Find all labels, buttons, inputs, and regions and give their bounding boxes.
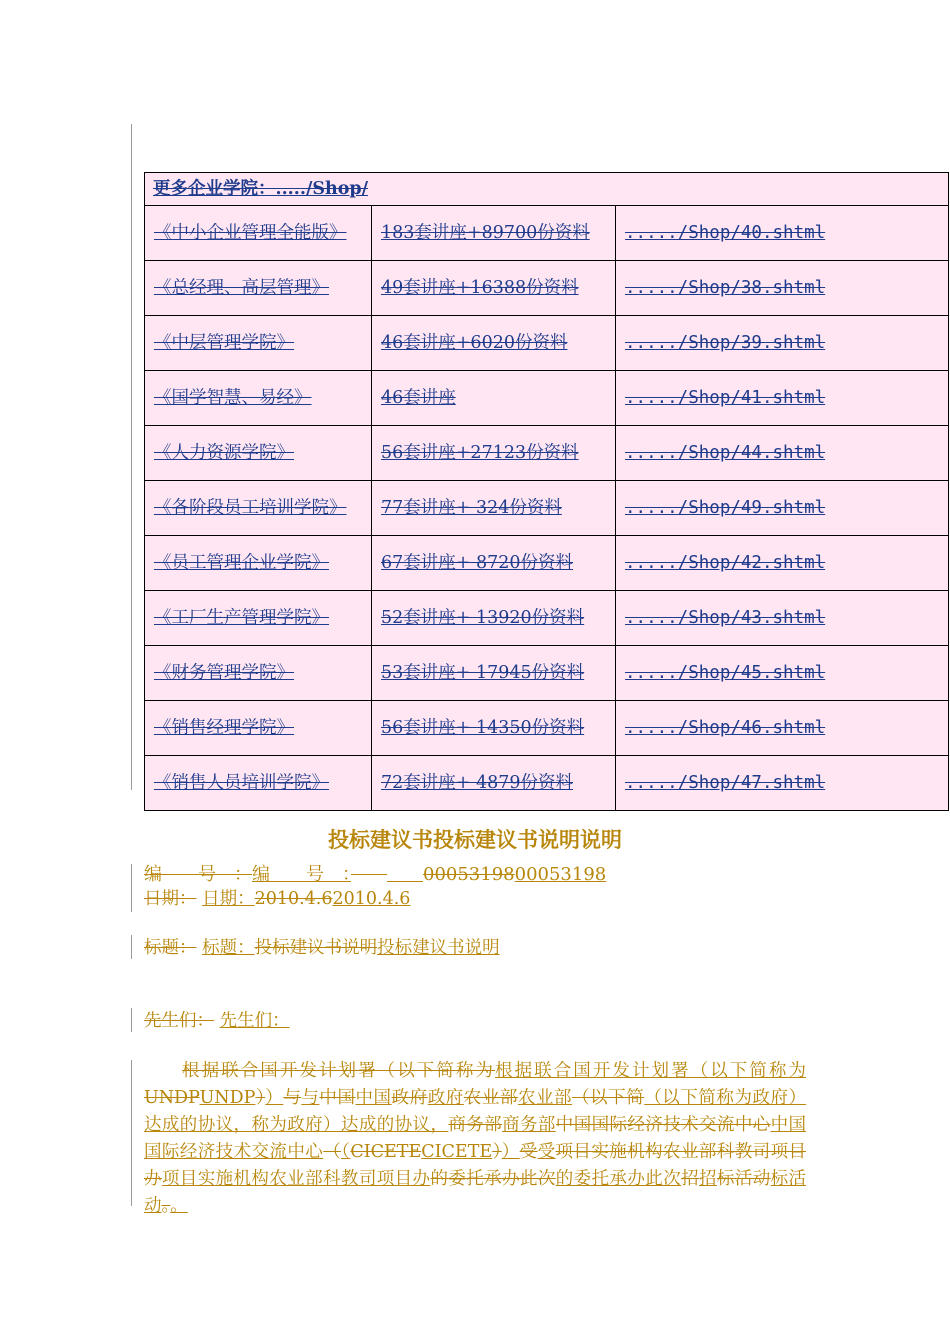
course-desc-link-text: 77套讲座+ 324份资料 bbox=[381, 498, 562, 518]
course-table bbox=[144, 172, 949, 811]
course-url-link-text: ...../Shop/44.shtml bbox=[625, 443, 826, 463]
number-line bbox=[144, 861, 806, 888]
inserted-text: （以下简称为政府）达成的协议，称为政府）达成的协议， bbox=[144, 1088, 807, 1135]
deleted-text: ） bbox=[255, 1088, 266, 1108]
course-name-link[interactable] bbox=[145, 426, 372, 481]
course-name-link[interactable] bbox=[145, 261, 372, 316]
inserted-text: （ bbox=[341, 1142, 351, 1162]
course-url-link-text: ...../Shop/49.shtml bbox=[625, 498, 826, 518]
course-desc-link[interactable] bbox=[372, 701, 616, 756]
table-row bbox=[145, 316, 949, 371]
course-url-link-text: ...../Shop/46.shtml bbox=[625, 718, 826, 738]
inserted-text: 中国国际经济技术交流中心 bbox=[144, 1115, 807, 1162]
inserted-text: CICETE bbox=[421, 1142, 493, 1162]
table-row bbox=[145, 261, 949, 316]
change-bar bbox=[131, 1008, 132, 1032]
course-name-link-text: 《总经理、高层管理》 bbox=[154, 278, 329, 298]
inserted-text: 商务部 bbox=[502, 1115, 556, 1135]
course-desc-link-text: 52套讲座+ 13920份资料 bbox=[381, 608, 585, 628]
table-row bbox=[145, 591, 949, 646]
table-header[interactable]: 更多企业学院：...../Shop/ bbox=[145, 173, 949, 206]
course-url-link[interactable] bbox=[616, 591, 949, 646]
course-url-link-text: ...../Shop/43.shtml bbox=[625, 608, 826, 628]
inserted-text: ） bbox=[265, 1088, 284, 1108]
number-value-inserted: 00053198 bbox=[514, 864, 607, 885]
course-name-link[interactable] bbox=[145, 481, 372, 536]
subject-value-deleted: 投标建议书说明 bbox=[254, 938, 378, 958]
course-url-link-text: ...../Shop/42.shtml bbox=[625, 553, 826, 573]
inserted-text: 。 bbox=[170, 1196, 188, 1216]
document-title: 投标建议书投标建议书说明说明 bbox=[328, 827, 622, 852]
deleted-text: 受 bbox=[519, 1142, 538, 1162]
change-bar bbox=[131, 1060, 132, 1206]
inserted-text: 标活动 bbox=[144, 1169, 807, 1216]
course-desc-link-text: 72套讲座+ 4879份资料 bbox=[381, 773, 574, 793]
course-name-link-text: 《工厂生产管理学院》 bbox=[154, 608, 329, 628]
course-url-link[interactable] bbox=[616, 261, 949, 316]
date-value-deleted: 2010.4.6 bbox=[254, 889, 333, 909]
course-url-link[interactable] bbox=[616, 371, 949, 426]
course-url-link-text: ...../Shop/47.shtml bbox=[625, 773, 826, 793]
date-label-deleted: 日期： bbox=[144, 889, 197, 909]
subject-label-inserted: 标题： bbox=[202, 938, 255, 958]
inserted-text: 的委托承办此次 bbox=[555, 1169, 682, 1189]
table-row bbox=[145, 701, 949, 756]
deleted-text: 。 bbox=[161, 1196, 171, 1216]
table-row bbox=[145, 646, 949, 701]
course-desc-link-text: 56套讲座+ 14350份资料 bbox=[381, 718, 585, 738]
inserted-text: 根据联合国开发计划署（以下简称为 bbox=[495, 1061, 806, 1081]
deleted-text: 标活动 bbox=[716, 1169, 771, 1189]
table-row bbox=[145, 206, 949, 261]
deleted-text: 招 bbox=[681, 1169, 700, 1189]
inserted-text: 政府 bbox=[427, 1088, 464, 1108]
course-url-link-text: ...../Shop/45.shtml bbox=[625, 663, 826, 683]
course-name-link-text: 《人力资源学院》 bbox=[154, 443, 294, 463]
salutation-deleted: 先生们： bbox=[144, 1011, 214, 1031]
deleted-text: （ bbox=[323, 1142, 342, 1162]
course-name-link[interactable] bbox=[145, 591, 372, 646]
course-desc-link[interactable] bbox=[372, 536, 616, 591]
course-url-link[interactable] bbox=[616, 536, 949, 591]
course-url-link-text: ...../Shop/39.shtml bbox=[625, 333, 826, 353]
course-desc-link[interactable] bbox=[372, 591, 616, 646]
course-name-link[interactable] bbox=[145, 701, 372, 756]
course-desc-link[interactable] bbox=[372, 646, 616, 701]
deleted-text: 中国 bbox=[319, 1088, 356, 1108]
number-label-deleted: 编 号 ： bbox=[144, 864, 252, 885]
course-name-link-text: 《财务管理学院》 bbox=[154, 663, 294, 683]
course-desc-link[interactable] bbox=[372, 371, 616, 426]
inserted-text: ） bbox=[501, 1142, 520, 1162]
course-url-link[interactable] bbox=[616, 426, 949, 481]
course-desc-link-text: 46套讲座+6020份资料 bbox=[381, 333, 568, 353]
course-desc-link-text: 56套讲座+27123份资料 bbox=[381, 443, 579, 463]
number-value-deleted: 00053198 bbox=[423, 864, 515, 885]
course-name-link[interactable] bbox=[145, 371, 372, 426]
number-gap-deleted bbox=[351, 864, 387, 885]
course-name-link-text: 《员工管理企业学院》 bbox=[154, 553, 329, 573]
course-desc-link-text: 49套讲座+16388份资料 bbox=[381, 278, 579, 298]
body-paragraph bbox=[144, 1058, 806, 1220]
course-name-link-text: 《销售人员培训学院》 bbox=[154, 773, 329, 793]
course-url-link-text: ...../Shop/38.shtml bbox=[625, 278, 826, 298]
course-url-link-text: ...../Shop/40.shtml bbox=[625, 223, 826, 243]
deleted-text: （以下简 bbox=[572, 1088, 645, 1108]
course-url-link[interactable] bbox=[616, 206, 949, 261]
number-label-inserted: 编 号 ： bbox=[252, 864, 351, 885]
course-name-link-text: 《各阶段员工培训学院》 bbox=[154, 498, 347, 518]
inserted-text: 招 bbox=[699, 1169, 717, 1189]
inserted-text: 农业部 bbox=[517, 1088, 573, 1108]
inserted-text: 与 bbox=[301, 1088, 320, 1108]
course-name-link-text: 《国学智慧、易经》 bbox=[154, 388, 312, 408]
course-desc-link[interactable] bbox=[372, 261, 616, 316]
inserted-text: 受 bbox=[537, 1142, 556, 1162]
course-name-link[interactable] bbox=[145, 316, 372, 371]
table-row bbox=[145, 536, 949, 591]
course-desc-link[interactable] bbox=[372, 316, 616, 371]
subject-label-deleted: 标题： bbox=[144, 938, 197, 958]
subject-value-inserted: 投标建议书说明 bbox=[377, 938, 500, 958]
course-name-link-text: 《中层管理学院》 bbox=[154, 333, 294, 353]
course-desc-link-text: 53套讲座+ 17945份资料 bbox=[381, 663, 585, 683]
table-header-row bbox=[145, 173, 949, 206]
deleted-text: 与 bbox=[283, 1088, 302, 1108]
change-bar bbox=[131, 935, 132, 959]
deleted-text: ） bbox=[492, 1142, 502, 1162]
table-row bbox=[145, 481, 949, 536]
salutation-line bbox=[144, 1008, 806, 1035]
deleted-text: 的委托承办此次 bbox=[430, 1169, 556, 1189]
course-desc-link-text: 183套讲座+89700份资料 bbox=[381, 223, 590, 243]
table-row bbox=[145, 756, 949, 811]
course-url-link[interactable] bbox=[616, 316, 949, 371]
inserted-text: 项目实施机构农业部科教司项目办 bbox=[161, 1169, 431, 1189]
change-bar bbox=[131, 864, 132, 912]
table-row bbox=[145, 426, 949, 481]
deleted-text: 农业部 bbox=[463, 1088, 518, 1108]
salutation-inserted: 先生们： bbox=[219, 1011, 290, 1031]
deleted-text: 根据联合国开发计划署（以下简称为 bbox=[182, 1061, 496, 1081]
deleted-text: 中国国际经济技术交流中心 bbox=[555, 1115, 771, 1135]
table-row bbox=[145, 371, 949, 426]
course-name-link[interactable] bbox=[145, 756, 372, 811]
deleted-text: 商务部 bbox=[448, 1115, 503, 1135]
inserted-text: UNDP bbox=[199, 1088, 256, 1108]
course-desc-link[interactable] bbox=[372, 206, 616, 261]
deleted-text: CICETE bbox=[350, 1142, 422, 1162]
course-desc-link-text: 46套讲座 bbox=[381, 388, 456, 408]
course-desc-link-text: 67套讲座+ 8720份资料 bbox=[381, 553, 574, 573]
course-desc-link[interactable] bbox=[372, 756, 616, 811]
deleted-text: 项目实施机构农业部科教司项目办 bbox=[144, 1142, 806, 1189]
date-line bbox=[144, 886, 806, 913]
course-name-link-text: 《销售经理学院》 bbox=[154, 718, 294, 738]
course-desc-link[interactable] bbox=[372, 481, 616, 536]
course-desc-link[interactable] bbox=[372, 426, 616, 481]
number-gap-inserted bbox=[387, 864, 423, 885]
course-name-link[interactable] bbox=[145, 206, 372, 261]
inserted-text: 中国 bbox=[355, 1088, 392, 1108]
course-url-link-text: ...../Shop/41.shtml bbox=[625, 388, 826, 408]
course-url-link[interactable] bbox=[616, 701, 949, 756]
course-url-link[interactable] bbox=[616, 481, 949, 536]
course-name-link-text: 《中小企业管理全能版》 bbox=[154, 223, 347, 243]
course-name-link[interactable] bbox=[145, 536, 372, 591]
course-url-link[interactable] bbox=[616, 646, 949, 701]
course-name-link[interactable] bbox=[145, 646, 372, 701]
change-bar bbox=[131, 124, 132, 790]
deleted-text: 政府 bbox=[391, 1088, 428, 1108]
date-value-inserted: 2010.4.6 bbox=[332, 889, 411, 909]
course-url-link[interactable] bbox=[616, 756, 949, 811]
subject-line bbox=[144, 935, 806, 962]
deleted-text: UNDP bbox=[144, 1088, 200, 1108]
date-label-inserted: 日期： bbox=[202, 889, 255, 909]
